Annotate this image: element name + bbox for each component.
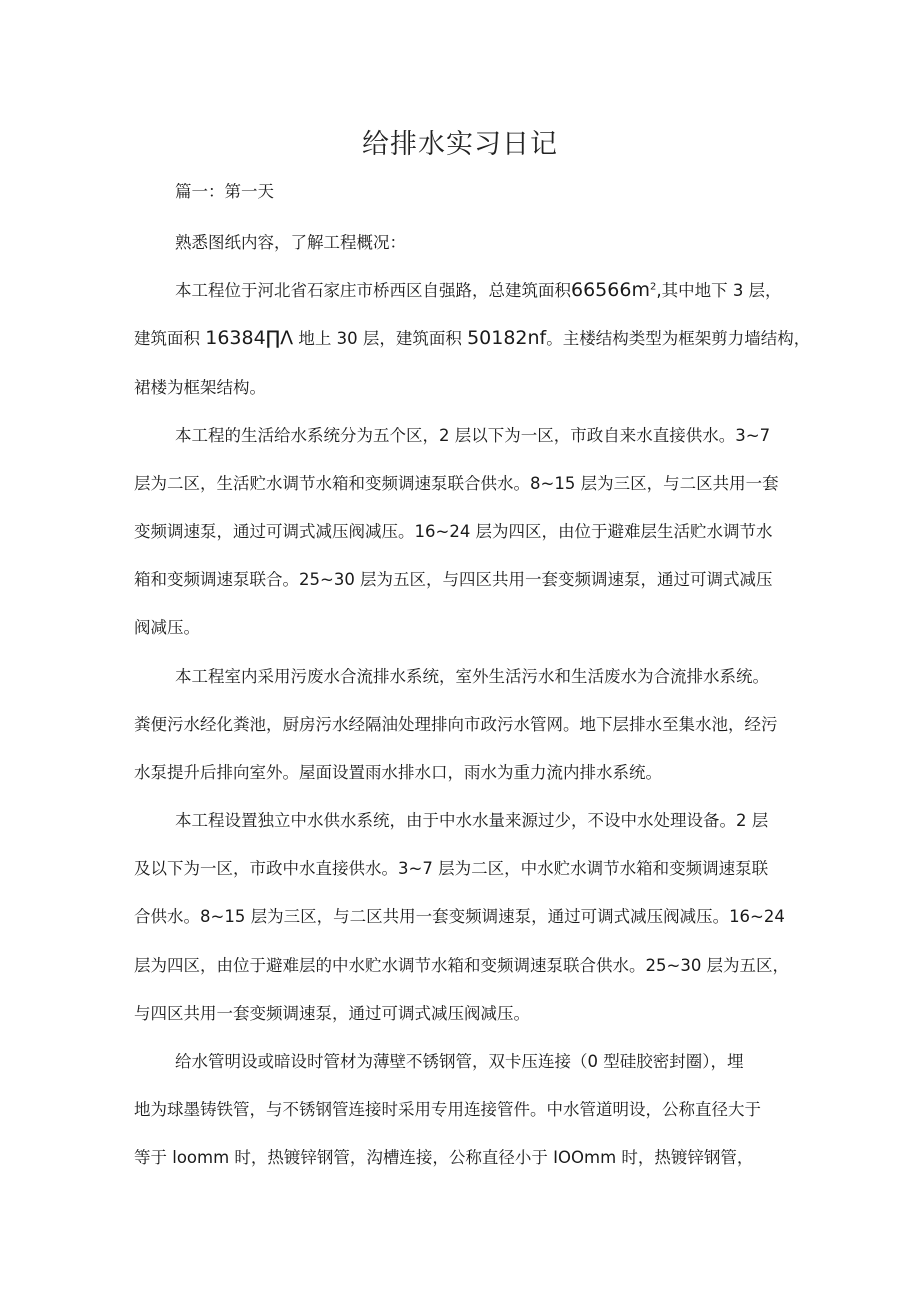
p2-line: 阀减压。: [134, 618, 200, 637]
p1-area-above: 50182nf: [467, 327, 547, 349]
section-heading: 篇一：第一天: [175, 182, 274, 201]
p4-line: 及以下为一区，市政中水直接供水。3~7 层为二区，中水贮水调节水箱和变频调速泵联: [134, 859, 769, 878]
p5-line: 等于 loomm 时，热镀锌钢管，沟槽连接，公称直径小于 IOOmm 时，热镀锌钢管，: [134, 1148, 754, 1167]
page-title: 给排水实习日记: [362, 129, 558, 160]
p1-text-d: 地上 30 层，建筑面积: [298, 329, 462, 348]
p2-line: 本工程的生活给水系统分为五个区，2 层以下为一区，市政自来水直接供水。3~7: [175, 426, 771, 445]
p4-line: 合供水。8~15 层为三区，与二区共用一套变频调速泵，通过可调式减压阀减压。16~24: [134, 907, 785, 926]
p4-line: 本工程设置独立中水供水系统，由于中水水量来源过少，不设中水处理设备。2 层: [175, 811, 769, 830]
p1-text-b: ,其中地下 3 层，: [656, 281, 782, 300]
p1-text-c: 建筑面积: [134, 329, 200, 348]
p5-line: 给水管明设或暗设时管材为薄壁不锈钢管，双卡压连接（0 型硅胶密封圈），埋: [175, 1052, 744, 1071]
p2-line: 变频调速泵，通过可调式减压阀减压。16~24 层为四区，由位于避难层生活贮水调节水: [134, 522, 773, 541]
p1-text-e: 。主楼结构类型为框架剪力墙结构，: [546, 329, 811, 348]
p3-line: 水泵提升后排向室外。屋面设置雨水排水口，雨水为重力流内排水系统。: [134, 763, 662, 782]
p3-line: 本工程室内采用污废水合流排水系统，室外生活污水和生活废水为合流排水系统。: [175, 667, 769, 686]
p4-line: 层为四区，由位于避难层的中水贮水调节水箱和变频调速泵联合供水。25~30 层为五区，: [134, 956, 790, 975]
p1-area-unit-sup: 2: [649, 281, 657, 293]
intro-line: 熟悉图纸内容，了解工程概况：: [175, 233, 406, 252]
p4-line: 与四区共用一套变频调速泵，通过可调式减压阀减压。: [134, 1004, 530, 1023]
p1-area-underground: 16384∏Λ: [205, 327, 294, 349]
p2-line: 箱和变频调速泵联合。25~30 层为五区，与四区共用一套变频调速泵，通过可调式减压: [134, 570, 773, 589]
p1-line-3: 裙楼为框架结构。: [134, 378, 266, 397]
p3-line: 粪便污水经化粪池，厨房污水经隔油处理排向市政污水管网。地下层排水至集水池，经污: [134, 715, 778, 734]
p1-text-a: 本工程位于河北省石家庄市桥西区自强路，总建筑面积: [175, 281, 571, 300]
p1-line-2: [134, 325, 810, 349]
p1-area-total: 66566m: [571, 279, 650, 301]
p2-line: 层为二区，生活贮水调节水箱和变频调速泵联合供水。8~15 层为三区，与二区共用一套: [134, 474, 779, 493]
p1-line-1: [175, 277, 782, 301]
p5-line: 地为球墨铸铁管，与不锈钢管连接时采用专用连接管件。中水管道明设，公称直径大于: [134, 1100, 761, 1119]
